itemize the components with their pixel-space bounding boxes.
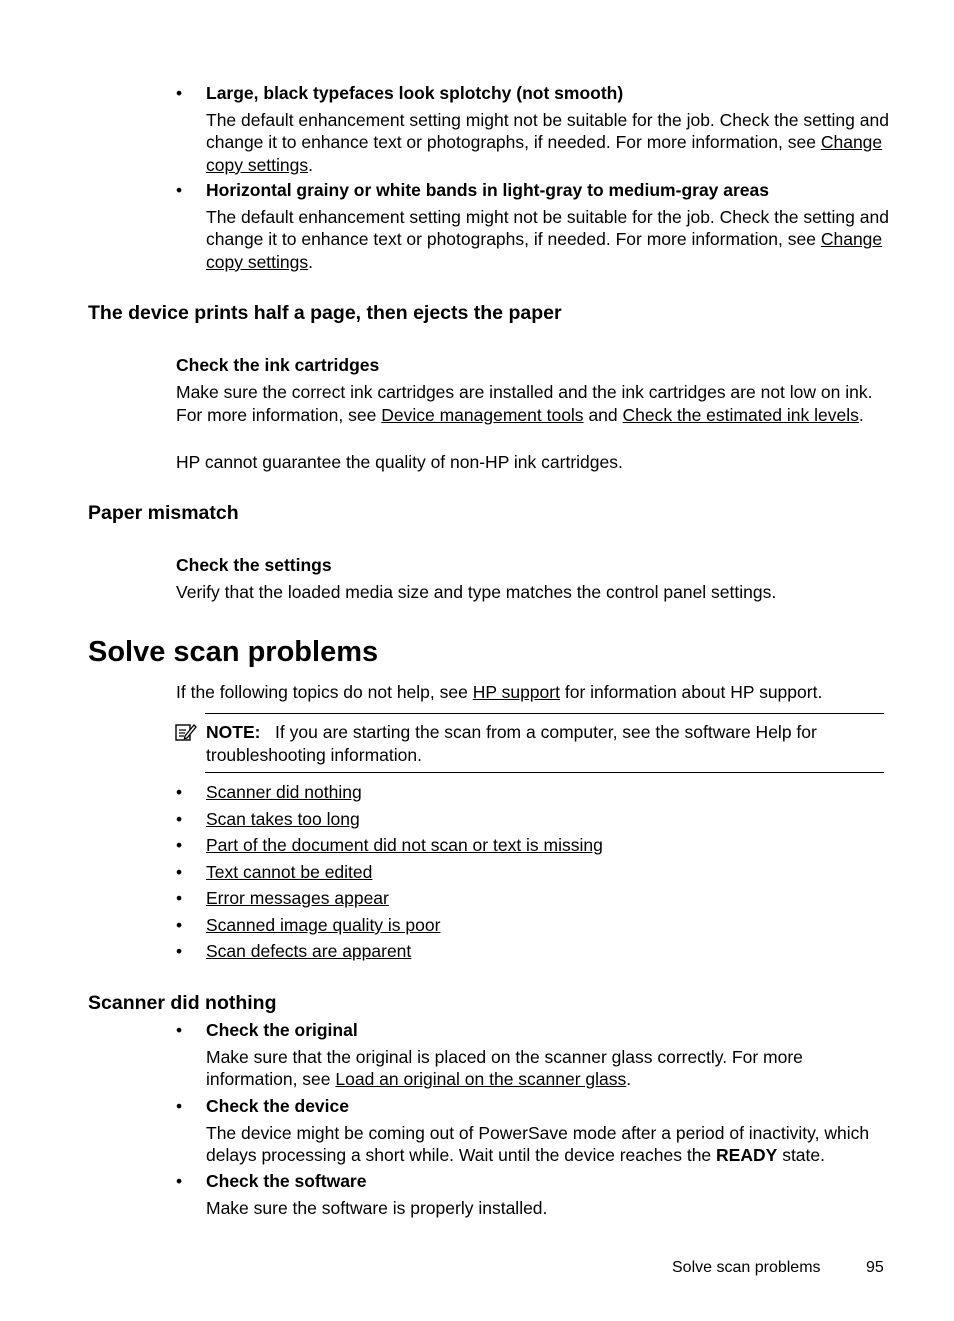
bullet: • (176, 180, 183, 200)
note-label: NOTE: (206, 722, 261, 742)
topic-link[interactable]: Text cannot be edited (206, 862, 373, 882)
hp-support-link[interactable]: HP support (472, 682, 560, 702)
item-body: The default enhancement setting might not be suitable for the job. Check the setting and change it to enhance text or photographs, if needed. For more information, see (206, 109, 889, 152)
bullet: • (176, 835, 183, 855)
bullet: • (176, 1171, 183, 1191)
page-title: Solve scan problems (88, 636, 379, 668)
paragraph: Verify that the loaded media size and type matches the control panel settings. (176, 582, 777, 602)
list-item (206, 1019, 896, 1091)
device-management-tools-link[interactable]: Device management tools (381, 404, 584, 425)
text: If the following topics do not help, see (176, 682, 468, 702)
subheading: Check the ink cartridges (176, 355, 380, 375)
punct: . (858, 404, 864, 425)
bullet: • (176, 888, 183, 908)
punct: . (308, 154, 314, 175)
item-text (206, 206, 896, 274)
bullet: • (176, 83, 183, 103)
topic-link[interactable]: Scanned image quality is poor (206, 915, 441, 935)
item-title: Check the device (206, 1096, 349, 1116)
note-bottom-rule (205, 772, 884, 773)
paragraph: HP cannot guarantee the quality of non-HP ink cartridges. (176, 452, 623, 472)
list-item (206, 1170, 896, 1219)
bullet: • (176, 1096, 183, 1116)
bullet: • (176, 1020, 183, 1040)
text: for information about HP support. (564, 682, 823, 702)
item-body: Make sure that the original is placed on the scanner glass correctly. For more information, see (206, 1046, 803, 1089)
bullet: • (176, 941, 183, 961)
paragraph (176, 681, 888, 704)
note-icon (175, 722, 197, 742)
item-body: state. (782, 1145, 825, 1165)
bullet: • (176, 915, 183, 935)
item-title: Large, black typefaces look splotchy (not smooth) (206, 83, 624, 103)
punct: . (626, 1069, 632, 1089)
bullet: • (176, 862, 183, 882)
subheading: Check the settings (176, 555, 332, 575)
item-text (206, 1046, 896, 1091)
change-copy-settings-link[interactable]: Change copy settings (206, 132, 883, 175)
load-original-link[interactable]: Load an original on the scanner glass (335, 1069, 627, 1089)
topic-link[interactable]: Scan defects are apparent (206, 941, 412, 961)
note-text: If you are starting the scan from a computer, see the software Help for troubleshooting information. (206, 722, 817, 765)
topic-link[interactable]: Part of the document did not scan or text is missing (206, 835, 603, 855)
item-body: The default enhancement setting might not be suitable for the job. Check the setting and change it to enhance text or photographs, if needed. For more information, see (206, 206, 889, 249)
note (206, 721, 876, 766)
section-heading: Paper mismatch (88, 502, 239, 524)
item-text: Make sure the software is properly installed. (206, 1197, 548, 1218)
list-item (206, 82, 896, 176)
item-title: Horizontal grainy or white bands in light-gray to medium-gray areas (206, 180, 770, 200)
paragraph (176, 381, 888, 426)
check-ink-levels-link[interactable]: Check the estimated ink levels (622, 404, 859, 425)
item-text (206, 1122, 896, 1167)
section-heading: Scanner did nothing (88, 992, 277, 1014)
topic-link[interactable]: Error messages appear (206, 888, 389, 908)
item-title: Check the software (206, 1171, 367, 1191)
note-top-rule (205, 713, 884, 714)
change-copy-settings-link[interactable]: Change copy settings (206, 229, 883, 272)
item-title: Check the original (206, 1020, 358, 1040)
footer-section: Solve scan problems (672, 1259, 821, 1276)
section-heading: The device prints half a page, then ejects the paper (88, 302, 562, 324)
ready-state: READY (716, 1145, 778, 1165)
text: and (588, 404, 618, 425)
topic-link[interactable]: Scanner did nothing (206, 782, 362, 802)
page-number: 95 (866, 1259, 884, 1276)
list-item (206, 1095, 896, 1167)
punct: . (308, 251, 314, 272)
bullet: • (176, 782, 183, 802)
item-text (206, 109, 896, 177)
text: Make sure the correct ink cartridges are installed and the ink cartridges are not low on ink. For more information, see (176, 382, 873, 425)
item-body: The device might be coming out of PowerSave mode after a period of inactivity, which delays processing a short while. Wait until the device reaches the (206, 1122, 870, 1165)
bullet: • (176, 809, 183, 829)
list-item (206, 179, 896, 273)
topic-link[interactable]: Scan takes too long (206, 809, 360, 829)
